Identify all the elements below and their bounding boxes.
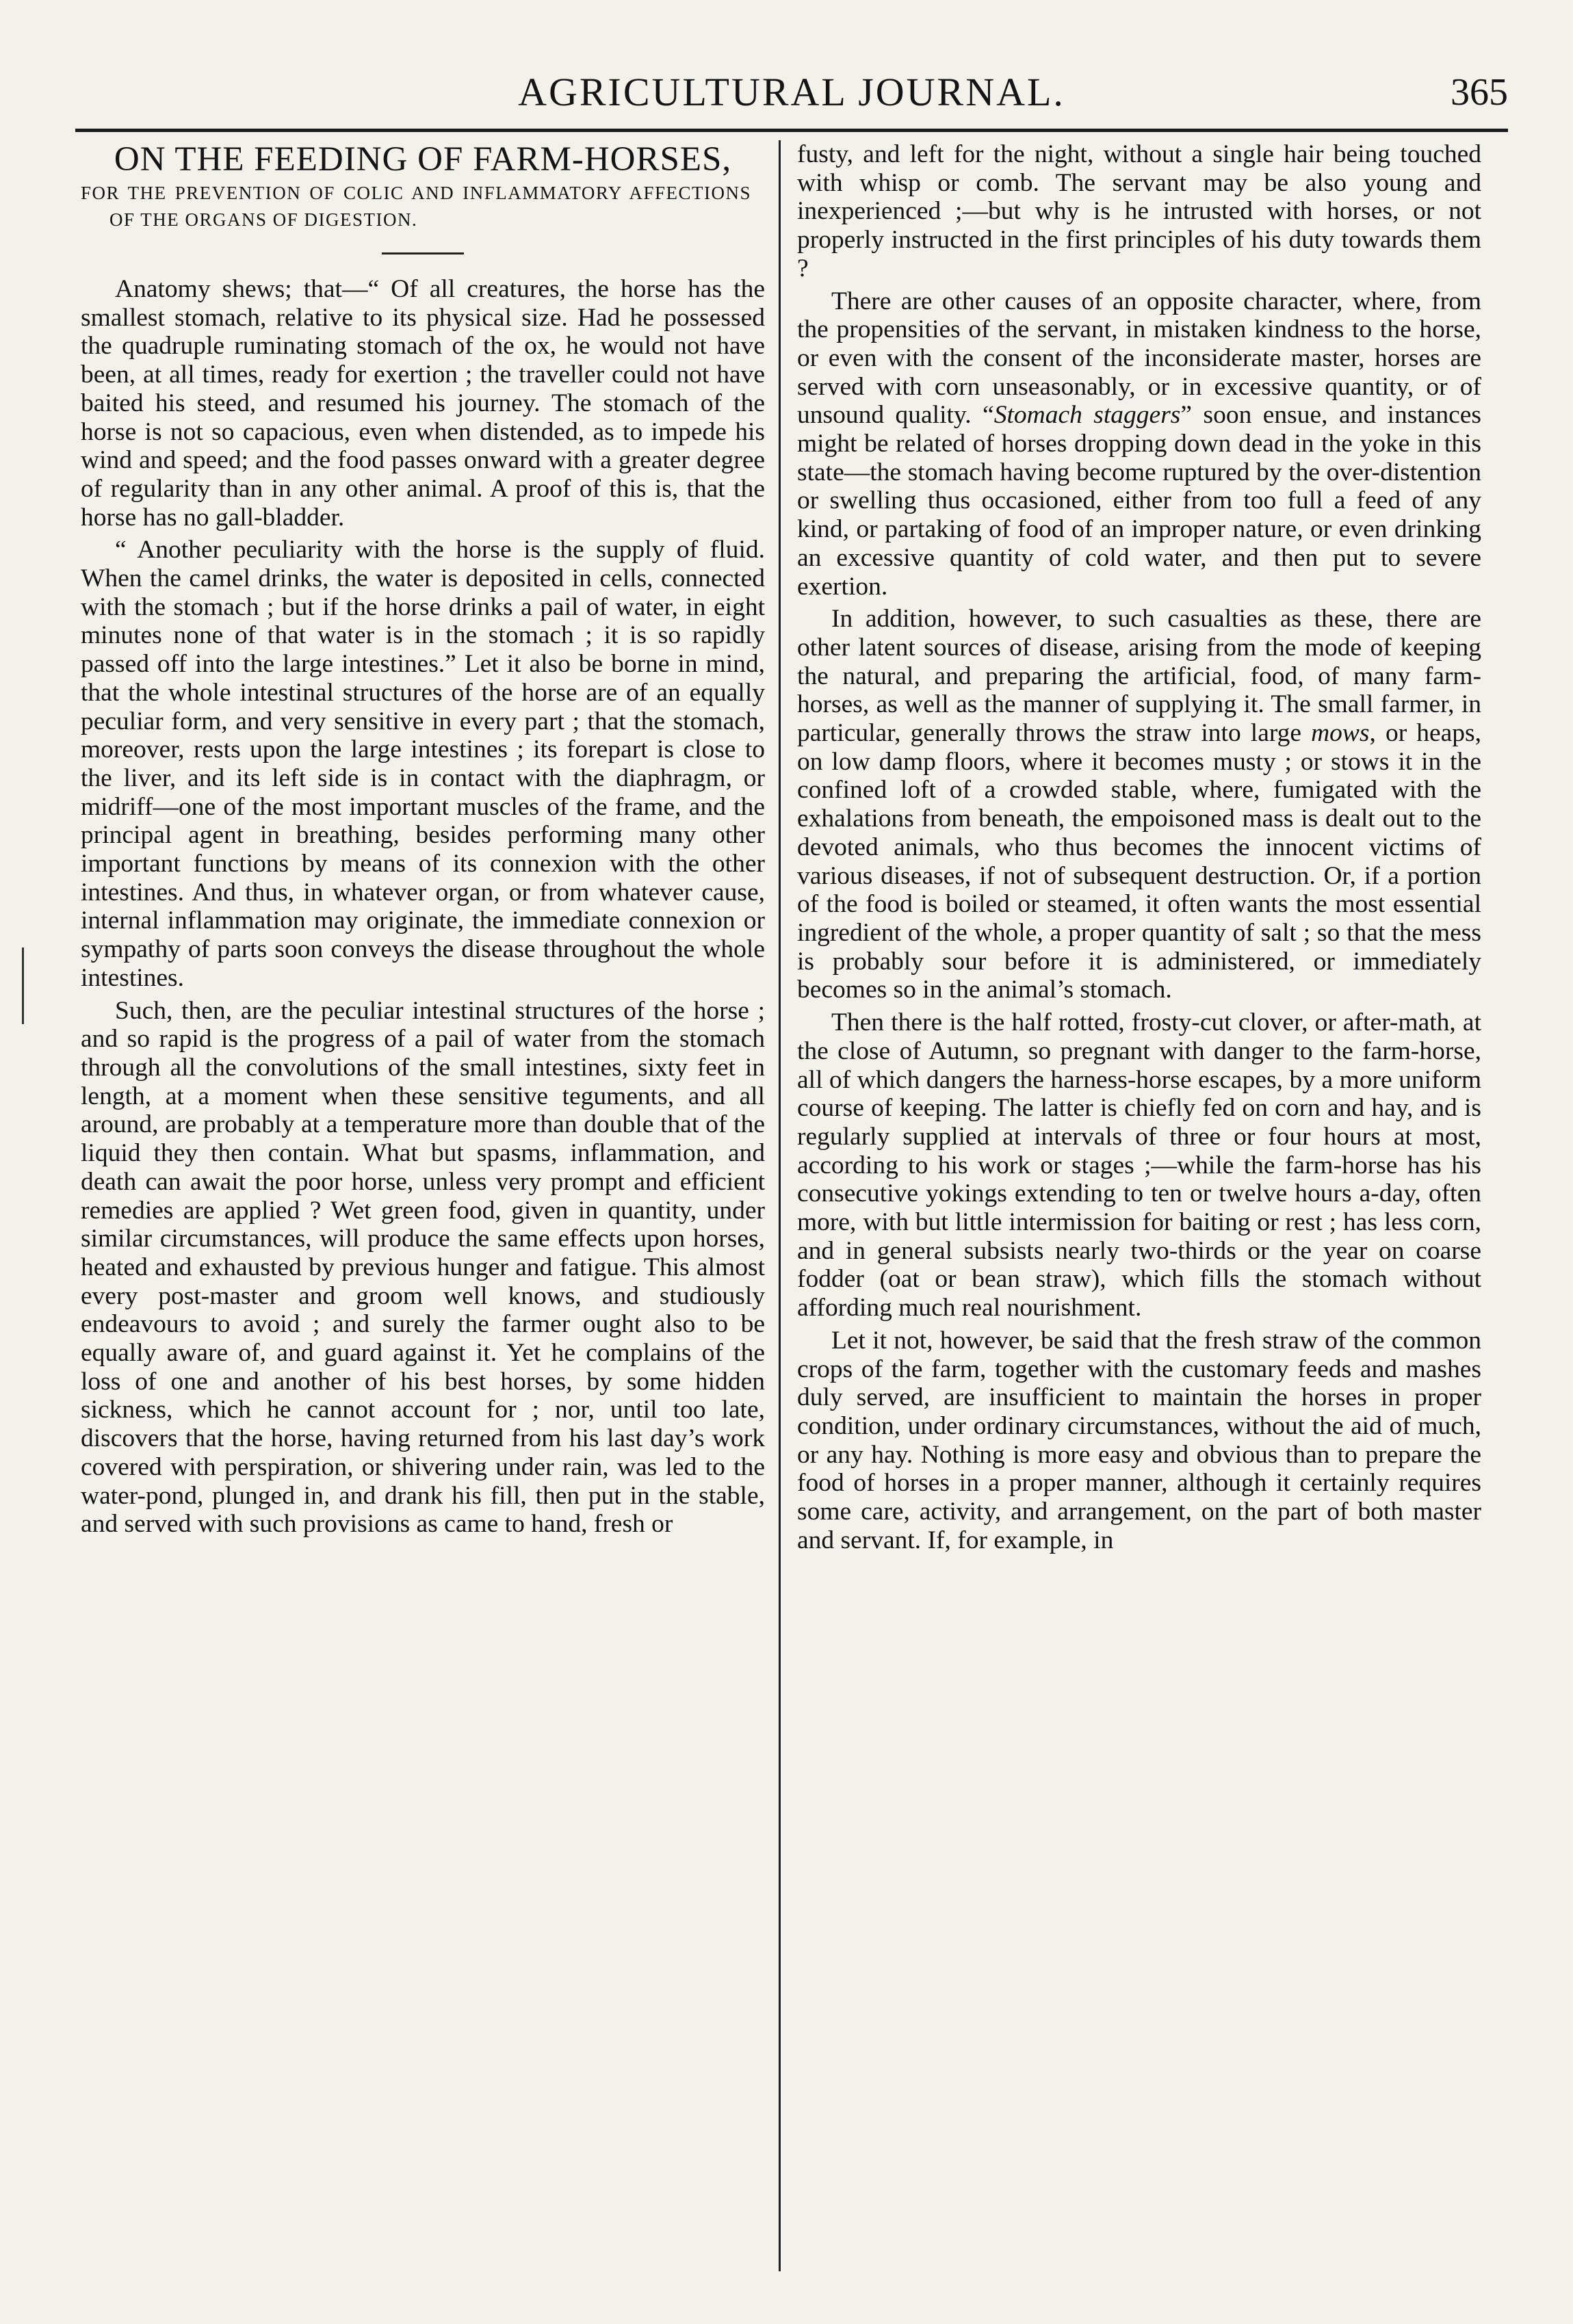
paragraph: Then there is the half rotted, frosty-cut clover, or after-math, at the close of Autumn, so pregnant with danger to the farm-horse, all of which dangers the harness-horse escapes, by a more uniform course of keeping. The latter is chiefly fed on corn and hay, and is regularly supplied at intervals of three or four hours at most, according to his work or stages ;—while the farm-horse has his consecutive yokings extending to ten or twelve hours a-day, often more, with but little intermission for baiting or rest ; has less corn, and in general subsists nearly two-thirds or the year on coarse fodder (oat or bean straw), which fills the stomach without affording much real nourishment. bbox=[797, 1008, 1481, 1322]
text-run: , or heaps, on low damp floors, where it becomes musty ; or stows it in the confined loft of a crowded stable, where, fumigated with the exhalations from beneath, the empoisoned mass is dealt out to the devoted animals, who thus becomes the innocent victims of various diseases, if not of subsequent destruction. Or, if a portion of the food is boiled or steamed, it often wants the most essential ingredient of the whole, a proper quantity of salt ; so that the mess is probably sour before it is administered, or immediately becomes so in the animal’s stomach. bbox=[797, 719, 1481, 1004]
paragraph-continuation: fusty, and left for the night, without a single hair being touched with whisp or comb. The servant may be also young and inexperienced ;—but why is he intrusted with horses, or not properly instructed in the first principles of his duty towards them ? bbox=[797, 140, 1481, 283]
italic-term: mows bbox=[1311, 719, 1370, 748]
page-number: 365 bbox=[1451, 71, 1508, 114]
paragraph bbox=[797, 287, 1481, 601]
text-run: ” soon ensue, and instances might be related of horses dropping down dead in the yoke in this state—the stomach having become ruptured by the over-distention or swelling thus occasioned, either from too full a feed of any kind, or partaking of food of an improper nature, or even drinking an excessive quantity of cold water, and then put to severe exertion. bbox=[797, 401, 1481, 601]
article-title: ON THE FEEDING OF FARM-HORSES, bbox=[114, 140, 732, 179]
running-title: AGRICULTURAL JOURNAL. bbox=[518, 70, 1065, 114]
header-rule bbox=[75, 129, 1508, 132]
column-divider bbox=[779, 140, 781, 2271]
article-subtitle: FOR THE PREVENTION OF COLIC AND INFLAMMATORY AFFECTIONS OF THE ORGANS OF DIGESTION. bbox=[81, 183, 751, 230]
right-column bbox=[797, 140, 1481, 1554]
left-column bbox=[81, 140, 765, 1539]
paragraph: Let it not, however, be said that the fresh straw of the common crops of the farm, together with the customary feeds and mashes duly served, are insufficient to maintain the horses in proper condition, under ordinary circumstances, without the aid of much, or any hay. Nothing is more easy and obvious than to prepare the food of horses in a proper manner, although it certainly requires some care, activity, and arrangement, on the part of both master and servant. If, for example, in bbox=[797, 1326, 1481, 1554]
paragraph: Anatomy shews; that—“ Of all creatures, the horse has the smallest stomach, relative to its physical size. Had he possessed the quadruple ruminating stomach of the ox, he would not have been, at all times, ready for exertion ; the traveller could not have baited his steed, and resumed his journey. The stomach of the horse is not so capacious, even when distended, as to impede his wind and speed; and the food passes onward with a greater degree of regularity than in any other animal. A proof of this is, that the horse has no gall-bladder. bbox=[81, 275, 765, 532]
margin-mark bbox=[22, 948, 24, 1024]
paragraph bbox=[797, 605, 1481, 1004]
italic-term: Stomach staggers bbox=[993, 401, 1181, 430]
text-run: There are other causes of an opposite character, where, from the propensities of the servant, in mistaken kindness to the horse, or even with the consent of the inconsiderate master, horses are served with corn unseasonably, or in excessive quantity, or of unsound quality. “ bbox=[797, 287, 1481, 430]
page-header bbox=[75, 65, 1508, 120]
paragraph: Such, then, are the peculiar intestinal structures of the horse ; and so rapid is the progress of a pail of water from the stomach through all the convolutions of the small intestines, sixty feet in length, at a moment when these sensitive teguments, and all around, are probably at a temperature more than double that of the liquid they then contain. What but spasms, inflammation, and death can await the poor horse, unless very prompt and efficient remedies are applied ? Wet green food, given in quantity, under similar circumstances, will produce the same effects upon horses, heated and exhausted by previous hunger and fatigue. This almost every post-master and groom well knows, and studiously endeavours to avoid ; and surely the farmer ought also to be equally aware of, and guard against it. Yet he complains of the loss of one and another of his best horses, by some hidden sickness, which he cannot account for ; nor, until too late, discovers that the horse, having returned from his last day’s work covered with perspiration, or shivering under rain, was led to the water-pond, plunged in, and drank his fill, then put in the stable, and served with such provisions as came to hand, fresh or bbox=[81, 996, 765, 1539]
paragraph: “ Another peculiarity with the horse is the supply of fluid. When the camel drinks, the water is deposited in cells, connected with the stomach ; but if the horse drinks a pail of water, in eight minutes none of that water is in the stomach ; it is so rapidly passed off into the large intestines.” Let it also be borne in mind, that the whole intestinal structures of the horse are of an equally peculiar form, and very sensitive in every part ; that the stomach, moreover, rests upon the large intestines ; its forepart is close to the liver, and its left side is in contact with the diaphragm, or midriff—one of the most important muscles of the frame, and the principal agent in breathing, besides performing many other important functions by means of its connexion with the other intestines. And thus, in whatever organ, or from whatever cause, internal inflammation may originate, the immediate connexion or sympathy of parts soon conveys the disease throughout the whole intestines. bbox=[81, 536, 765, 992]
title-rule bbox=[382, 252, 464, 254]
text-run: In addition, however, to such casualties as these, there are other latent sources of disease, arising from the mode of keeping the natural, and preparing the artificial, food, of many farm-horses, as well as the manner of supplying it. The small farmer, in particular, generally throws the straw into large bbox=[797, 605, 1481, 748]
